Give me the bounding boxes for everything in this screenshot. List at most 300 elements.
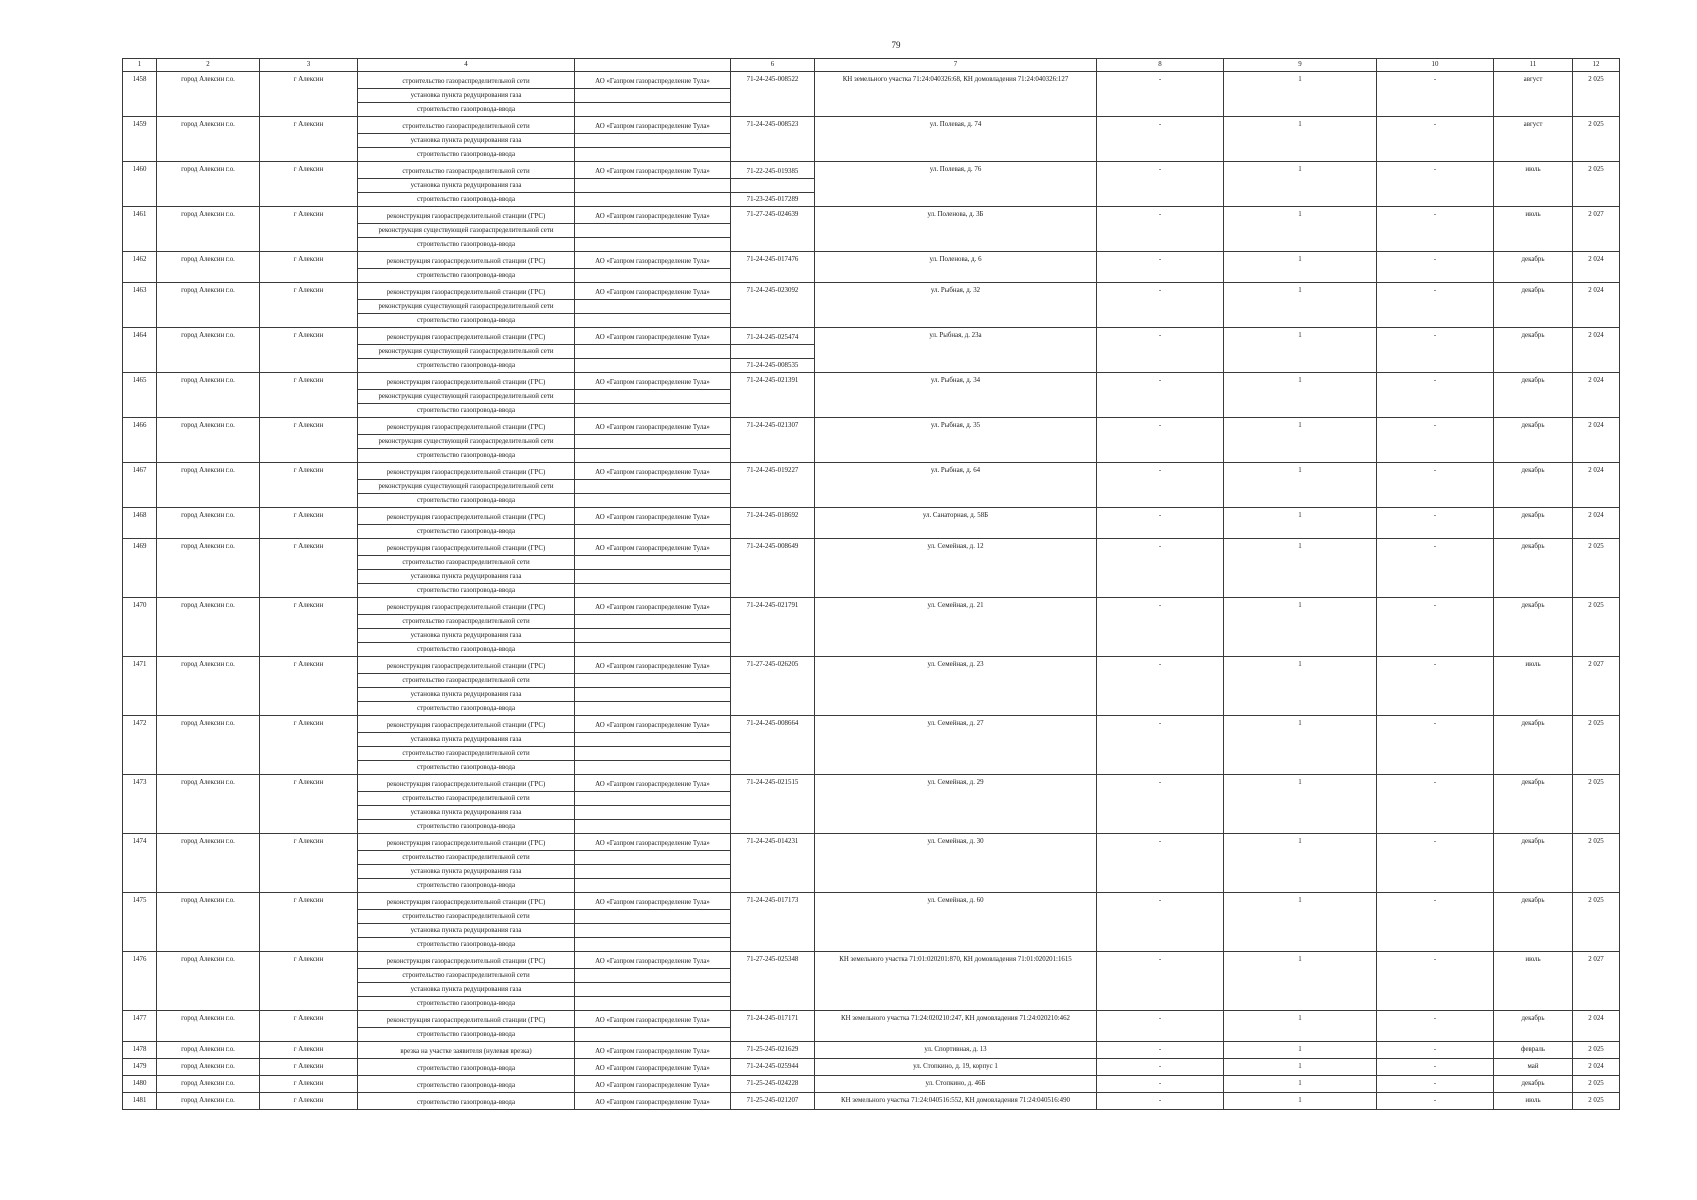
- district-cell: город Алексин г.о.: [157, 657, 260, 716]
- work-item-cell: строительство газопровода-ввода: [358, 1059, 575, 1076]
- address-cell: КН земельного участка 71:01:020201:870, КН домовладения 71:01:020201:1615: [815, 952, 1097, 1011]
- row-number: 1480: [123, 1076, 157, 1093]
- work-item-cell: строительство газопровода-ввода: [358, 1093, 575, 1110]
- district-cell: город Алексин г.о.: [157, 1059, 260, 1076]
- organization-cell-empty: [575, 702, 731, 716]
- table-row: [123, 893, 1620, 910]
- settlement-cell: г Алексин: [260, 598, 358, 657]
- organization-cell: АО «Газпром газораспределение Тула»: [575, 508, 731, 525]
- column-10-cell: -: [1377, 657, 1494, 716]
- column-8-cell: -: [1097, 657, 1224, 716]
- organization-cell-empty: [575, 733, 731, 747]
- settlement-cell: г Алексин: [260, 373, 358, 418]
- year-cell: 2 024: [1573, 373, 1620, 418]
- row-number: 1465: [123, 373, 157, 418]
- settlement-cell: г Алексин: [260, 252, 358, 283]
- settlement-cell: г Алексин: [260, 1042, 358, 1059]
- organization-cell-empty: [575, 865, 731, 879]
- table-row: [123, 463, 1620, 480]
- organization-cell: АО «Газпром газораспределение Тула»: [575, 657, 731, 674]
- settlement-cell: г Алексин: [260, 283, 358, 328]
- work-item-cell: строительство газораспределительной сети: [358, 792, 575, 806]
- organization-cell: АО «Газпром газораспределение Тула»: [575, 252, 731, 269]
- organization-cell: АО «Газпром газораспределение Тула»: [575, 952, 731, 969]
- column-9-cell: 1: [1224, 328, 1377, 373]
- column-8-cell: -: [1097, 952, 1224, 1011]
- month-cell: декабрь: [1494, 283, 1573, 328]
- address-cell: ул. Рыбная, д. 34: [815, 373, 1097, 418]
- settlement-cell: г Алексин: [260, 893, 358, 952]
- column-10-cell: -: [1377, 1093, 1494, 1110]
- work-item-cell: установка пункта редуцирования газа: [358, 733, 575, 747]
- work-item-cell: реконструкция существующей газораспределительной сети: [358, 390, 575, 404]
- address-cell: ул. Спортивная, д. 13: [815, 1042, 1097, 1059]
- work-item-cell: реконструкция газораспределительной станции (ГРС): [358, 418, 575, 435]
- year-cell: 2 024: [1573, 508, 1620, 539]
- month-cell: июль: [1494, 207, 1573, 252]
- work-item-cell: строительство газораспределительной сети: [358, 851, 575, 865]
- table-row: [123, 117, 1620, 134]
- table-row: [123, 1093, 1620, 1110]
- application-code-cell: 71-24-245-017171: [731, 1011, 815, 1042]
- work-item-cell: установка пункта редуцирования газа: [358, 89, 575, 103]
- work-item-cell: установка пункта редуцирования газа: [358, 865, 575, 879]
- district-cell: город Алексин г.о.: [157, 539, 260, 598]
- organization-cell: АО «Газпром газораспределение Тула»: [575, 1042, 731, 1059]
- organization-cell-empty: [575, 688, 731, 702]
- year-cell: 2 025: [1573, 1042, 1620, 1059]
- application-code-cell: 71-24-245-021515: [731, 775, 815, 834]
- row-number: 1460: [123, 162, 157, 207]
- table-row: [123, 539, 1620, 556]
- month-cell: декабрь: [1494, 418, 1573, 463]
- column-number-1: 1: [123, 59, 157, 72]
- work-item-cell: строительство газораспределительной сети: [358, 910, 575, 924]
- district-cell: город Алексин г.о.: [157, 328, 260, 373]
- column-8-cell: -: [1097, 283, 1224, 328]
- column-10-cell: -: [1377, 1059, 1494, 1076]
- work-item-cell: строительство газопровода-ввода: [358, 643, 575, 657]
- column-8-cell: -: [1097, 72, 1224, 117]
- gasification-register-table-wrapper: [122, 58, 1619, 1110]
- work-item-cell: реконструкция газораспределительной станции (ГРС): [358, 893, 575, 910]
- column-10-cell: -: [1377, 1076, 1494, 1093]
- organization-cell-empty: [575, 820, 731, 834]
- month-cell: декабрь: [1494, 1076, 1573, 1093]
- column-9-cell: 1: [1224, 207, 1377, 252]
- table-row: [123, 1076, 1620, 1093]
- organization-cell-empty: [575, 193, 731, 207]
- organization-cell-empty: [575, 674, 731, 688]
- application-code-cell: 71-25-245-024228: [731, 1076, 815, 1093]
- work-item-cell: строительство газопровода-ввода: [358, 938, 575, 952]
- column-number-2: 2: [157, 59, 260, 72]
- work-item-cell: реконструкция газораспределительной станции (ГРС): [358, 539, 575, 556]
- column-8-cell: -: [1097, 893, 1224, 952]
- row-number: 1481: [123, 1093, 157, 1110]
- application-code-cell: 71-24-245-021307: [731, 418, 815, 463]
- column-9-cell: 1: [1224, 1076, 1377, 1093]
- organization-cell-empty: [575, 179, 731, 193]
- organization-cell-empty: [575, 494, 731, 508]
- work-item-cell: установка пункта редуцирования газа: [358, 924, 575, 938]
- year-cell: 2 027: [1573, 207, 1620, 252]
- column-9-cell: 1: [1224, 1042, 1377, 1059]
- organization-cell: АО «Газпром газораспределение Тула»: [575, 162, 731, 179]
- work-item-cell: реконструкция газораспределительной станции (ГРС): [358, 373, 575, 390]
- address-cell: ул. Семейная, д. 30: [815, 834, 1097, 893]
- settlement-cell: г Алексин: [260, 162, 358, 207]
- work-item-cell: реконструкция существующей газораспределительной сети: [358, 480, 575, 494]
- organization-cell-empty: [575, 404, 731, 418]
- column-number-9: 9: [1224, 59, 1377, 72]
- row-number: 1458: [123, 72, 157, 117]
- address-cell: ул. Рыбная, д. 23а: [815, 328, 1097, 373]
- district-cell: город Алексин г.о.: [157, 893, 260, 952]
- month-cell: февраль: [1494, 1042, 1573, 1059]
- organization-cell: АО «Газпром газораспределение Тула»: [575, 598, 731, 615]
- organization-cell-empty: [575, 345, 731, 359]
- settlement-cell: г Алексин: [260, 117, 358, 162]
- month-cell: декабрь: [1494, 463, 1573, 508]
- application-code-cell: 71-24-245-025474: [731, 328, 815, 345]
- organization-cell-empty: [575, 134, 731, 148]
- address-cell: ул. Семейная, д. 23: [815, 657, 1097, 716]
- work-item-cell: реконструкция газораспределительной станции (ГРС): [358, 657, 575, 674]
- column-number-12: 12: [1573, 59, 1620, 72]
- address-cell: ул. Семейная, д. 12: [815, 539, 1097, 598]
- settlement-cell: г Алексин: [260, 834, 358, 893]
- column-9-cell: 1: [1224, 598, 1377, 657]
- table-row: [123, 418, 1620, 435]
- column-9-cell: 1: [1224, 775, 1377, 834]
- month-cell: декабрь: [1494, 834, 1573, 893]
- table-row: [123, 207, 1620, 224]
- work-item-cell: строительство газопровода-ввода: [358, 103, 575, 117]
- column-9-cell: 1: [1224, 893, 1377, 952]
- table-row: [123, 1059, 1620, 1076]
- district-cell: город Алексин г.о.: [157, 1093, 260, 1110]
- organization-cell-empty: [575, 525, 731, 539]
- column-9-cell: 1: [1224, 72, 1377, 117]
- organization-cell-empty: [575, 761, 731, 775]
- row-number: 1475: [123, 893, 157, 952]
- column-10-cell: -: [1377, 1042, 1494, 1059]
- work-item-cell: строительство газопровода-ввода: [358, 820, 575, 834]
- work-item-cell: реконструкция газораспределительной станции (ГРС): [358, 598, 575, 615]
- address-cell: ул. Санаторная, д. 58Б: [815, 508, 1097, 539]
- organization-cell-empty: [575, 148, 731, 162]
- application-code-cell: 71-24-245-008522: [731, 72, 815, 117]
- column-10-cell: -: [1377, 1011, 1494, 1042]
- column-8-cell: -: [1097, 373, 1224, 418]
- settlement-cell: г Алексин: [260, 207, 358, 252]
- work-item-cell: строительство газораспределительной сети: [358, 117, 575, 134]
- organization-cell-empty: [575, 89, 731, 103]
- district-cell: город Алексин г.о.: [157, 418, 260, 463]
- month-cell: декабрь: [1494, 716, 1573, 775]
- column-9-cell: 1: [1224, 716, 1377, 775]
- work-item-cell: реконструкция газораспределительной станции (ГРС): [358, 775, 575, 792]
- column-9-cell: 1: [1224, 283, 1377, 328]
- row-number: 1476: [123, 952, 157, 1011]
- settlement-cell: г Алексин: [260, 952, 358, 1011]
- year-cell: 2 027: [1573, 657, 1620, 716]
- work-item-cell: строительство газопровода-ввода: [358, 761, 575, 775]
- column-8-cell: -: [1097, 1076, 1224, 1093]
- application-code-cell: [731, 345, 815, 359]
- work-item-cell: установка пункта редуцирования газа: [358, 629, 575, 643]
- district-cell: город Алексин г.о.: [157, 463, 260, 508]
- column-10-cell: -: [1377, 539, 1494, 598]
- work-item-cell: реконструкция газораспределительной станции (ГРС): [358, 508, 575, 525]
- settlement-cell: г Алексин: [260, 418, 358, 463]
- column-9-cell: 1: [1224, 117, 1377, 162]
- application-code-cell: 71-24-245-021391: [731, 373, 815, 418]
- application-code-cell: 71-24-245-025944: [731, 1059, 815, 1076]
- month-cell: декабрь: [1494, 252, 1573, 283]
- row-number: 1466: [123, 418, 157, 463]
- address-cell: ул. Поленова, д. 6: [815, 252, 1097, 283]
- organization-cell-empty: [575, 806, 731, 820]
- column-9-cell: 1: [1224, 834, 1377, 893]
- column-9-cell: 1: [1224, 252, 1377, 283]
- column-10-cell: -: [1377, 328, 1494, 373]
- work-item-cell: реконструкция газораспределительной станции (ГРС): [358, 328, 575, 345]
- column-10-cell: -: [1377, 252, 1494, 283]
- column-9-cell: 1: [1224, 162, 1377, 207]
- page-number: 79: [891, 40, 901, 50]
- month-cell: июль: [1494, 952, 1573, 1011]
- month-cell: декабрь: [1494, 539, 1573, 598]
- district-cell: город Алексин г.о.: [157, 716, 260, 775]
- year-cell: 2 025: [1573, 1076, 1620, 1093]
- column-8-cell: -: [1097, 328, 1224, 373]
- application-code-cell: 71-24-245-017173: [731, 893, 815, 952]
- application-code-cell: 71-25-245-021629: [731, 1042, 815, 1059]
- month-cell: декабрь: [1494, 1011, 1573, 1042]
- organization-cell-empty: [575, 556, 731, 570]
- column-8-cell: -: [1097, 775, 1224, 834]
- application-code-cell: 71-24-245-018692: [731, 508, 815, 539]
- column-9-cell: 1: [1224, 373, 1377, 418]
- work-item-cell: строительство газопровода-ввода: [358, 494, 575, 508]
- application-code-cell: 71-22-245-019385: [731, 162, 815, 179]
- work-item-cell: установка пункта редуцирования газа: [358, 570, 575, 584]
- organization-cell: АО «Газпром газораспределение Тула»: [575, 418, 731, 435]
- column-10-cell: -: [1377, 418, 1494, 463]
- district-cell: город Алексин г.о.: [157, 952, 260, 1011]
- organization-cell-empty: [575, 570, 731, 584]
- column-number-8: 8: [1097, 59, 1224, 72]
- month-cell: декабрь: [1494, 893, 1573, 952]
- organization-cell-empty: [575, 924, 731, 938]
- column-number-10: 10: [1377, 59, 1494, 72]
- application-code-cell: 71-24-245-023092: [731, 283, 815, 328]
- work-item-cell: строительство газопровода-ввода: [358, 997, 575, 1011]
- column-8-cell: -: [1097, 539, 1224, 598]
- column-number-7: 7: [815, 59, 1097, 72]
- table-row: [123, 657, 1620, 674]
- organization-cell: АО «Газпром газораспределение Тула»: [575, 463, 731, 480]
- application-code-cell: 71-25-245-021207: [731, 1093, 815, 1110]
- row-number: 1463: [123, 283, 157, 328]
- settlement-cell: г Алексин: [260, 539, 358, 598]
- work-item-cell: установка пункта редуцирования газа: [358, 983, 575, 997]
- year-cell: 2 024: [1573, 283, 1620, 328]
- month-cell: декабрь: [1494, 598, 1573, 657]
- year-cell: 2 025: [1573, 834, 1620, 893]
- column-10-cell: -: [1377, 463, 1494, 508]
- work-item-cell: строительство газораспределительной сети: [358, 615, 575, 629]
- table-row: [123, 716, 1620, 733]
- year-cell: 2 025: [1573, 598, 1620, 657]
- district-cell: город Алексин г.о.: [157, 1076, 260, 1093]
- address-cell: КН земельного участка 71:24:020210:247, КН домовладения 71:24:020210:462: [815, 1011, 1097, 1042]
- row-number: 1467: [123, 463, 157, 508]
- organization-cell: АО «Газпром газораспределение Тула»: [575, 207, 731, 224]
- settlement-cell: г Алексин: [260, 1076, 358, 1093]
- year-cell: 2 025: [1573, 162, 1620, 207]
- column-8-cell: -: [1097, 117, 1224, 162]
- row-number: 1469: [123, 539, 157, 598]
- settlement-cell: г Алексин: [260, 775, 358, 834]
- organization-cell-empty: [575, 103, 731, 117]
- month-cell: декабрь: [1494, 775, 1573, 834]
- district-cell: город Алексин г.о.: [157, 834, 260, 893]
- work-item-cell: строительство газораспределительной сети: [358, 747, 575, 761]
- settlement-cell: г Алексин: [260, 328, 358, 373]
- district-cell: город Алексин г.о.: [157, 72, 260, 117]
- organization-cell-empty: [575, 969, 731, 983]
- column-10-cell: -: [1377, 373, 1494, 418]
- column-9-cell: 1: [1224, 1093, 1377, 1110]
- column-8-cell: -: [1097, 252, 1224, 283]
- work-item-cell: строительство газопровода-ввода: [358, 879, 575, 893]
- work-item-cell: строительство газопровода-ввода: [358, 359, 575, 373]
- district-cell: город Алексин г.о.: [157, 775, 260, 834]
- organization-cell-empty: [575, 938, 731, 952]
- organization-cell: АО «Газпром газораспределение Тула»: [575, 893, 731, 910]
- table-row: [123, 72, 1620, 89]
- organization-cell-empty: [575, 997, 731, 1011]
- work-item-cell: реконструкция существующей газораспределительной сети: [358, 300, 575, 314]
- table-body: [123, 72, 1620, 1110]
- column-9-cell: 1: [1224, 1011, 1377, 1042]
- row-number: 1461: [123, 207, 157, 252]
- application-code-cell: 71-24-245-008664: [731, 716, 815, 775]
- work-item-cell: строительство газопровода-ввода: [358, 702, 575, 716]
- work-item-cell: строительство газораспределительной сети: [358, 556, 575, 570]
- column-10-cell: -: [1377, 508, 1494, 539]
- work-item-cell: строительство газопровода-ввода: [358, 449, 575, 463]
- work-item-cell: строительство газопровода-ввода: [358, 404, 575, 418]
- work-item-cell: реконструкция существующей газораспределительной сети: [358, 345, 575, 359]
- organization-cell: АО «Газпром газораспределение Тула»: [575, 1076, 731, 1093]
- work-item-cell: реконструкция газораспределительной станции (ГРС): [358, 716, 575, 733]
- application-code-cell: 71-24-245-014231: [731, 834, 815, 893]
- work-item-cell: реконструкция существующей газораспределительной сети: [358, 224, 575, 238]
- organization-cell: АО «Газпром газораспределение Тула»: [575, 1059, 731, 1076]
- work-item-cell: строительство газораспределительной сети: [358, 674, 575, 688]
- organization-cell-empty: [575, 792, 731, 806]
- year-cell: 2 024: [1573, 328, 1620, 373]
- application-code-cell: 71-24-245-017476: [731, 252, 815, 283]
- work-item-cell: строительство газопровода-ввода: [358, 148, 575, 162]
- column-number-4: 4: [358, 59, 575, 72]
- address-cell: КН земельного участка 71:24:040516:552, КН домовладения 71:24:040516:490: [815, 1093, 1097, 1110]
- settlement-cell: г Алексин: [260, 657, 358, 716]
- organization-cell-empty: [575, 314, 731, 328]
- address-cell: ул. Стопкино, д. 46Б: [815, 1076, 1097, 1093]
- column-8-cell: -: [1097, 1011, 1224, 1042]
- column-8-cell: -: [1097, 716, 1224, 775]
- column-10-cell: -: [1377, 207, 1494, 252]
- column-9-cell: 1: [1224, 418, 1377, 463]
- column-9-cell: 1: [1224, 508, 1377, 539]
- column-10-cell: -: [1377, 598, 1494, 657]
- column-10-cell: -: [1377, 283, 1494, 328]
- organization-cell-empty: [575, 643, 731, 657]
- district-cell: город Алексин г.о.: [157, 283, 260, 328]
- column-8-cell: -: [1097, 1093, 1224, 1110]
- column-8-cell: -: [1097, 508, 1224, 539]
- district-cell: город Алексин г.о.: [157, 1011, 260, 1042]
- organization-cell-empty: [575, 300, 731, 314]
- row-number: 1473: [123, 775, 157, 834]
- settlement-cell: г Алексин: [260, 716, 358, 775]
- organization-cell-empty: [575, 269, 731, 283]
- row-number: 1470: [123, 598, 157, 657]
- month-cell: июль: [1494, 1093, 1573, 1110]
- address-cell: ул. Семейная, д. 27: [815, 716, 1097, 775]
- work-item-cell: строительство газопровода-ввода: [358, 193, 575, 207]
- work-item-cell: реконструкция существующей газораспределительной сети: [358, 435, 575, 449]
- column-10-cell: -: [1377, 834, 1494, 893]
- organization-cell-empty: [575, 449, 731, 463]
- gasification-register-table: [122, 58, 1620, 1110]
- organization-cell: АО «Газпром газораспределение Тула»: [575, 775, 731, 792]
- address-cell: ул. Семейная, д. 21: [815, 598, 1097, 657]
- year-cell: 2 024: [1573, 1011, 1620, 1042]
- organization-cell: АО «Газпром газораспределение Тула»: [575, 539, 731, 556]
- organization-cell-empty: [575, 983, 731, 997]
- column-10-cell: -: [1377, 716, 1494, 775]
- organization-cell-empty: [575, 747, 731, 761]
- district-cell: город Алексин г.о.: [157, 1042, 260, 1059]
- organization-cell: АО «Газпром газораспределение Тула»: [575, 373, 731, 390]
- address-cell: ул. Семейная, д. 29: [815, 775, 1097, 834]
- organization-cell: АО «Газпром газораспределение Тула»: [575, 72, 731, 89]
- work-item-cell: строительство газораспределительной сети: [358, 162, 575, 179]
- organization-cell: АО «Газпром газораспределение Тула»: [575, 117, 731, 134]
- column-10-cell: -: [1377, 775, 1494, 834]
- organization-cell-empty: [575, 390, 731, 404]
- organization-cell-empty: [575, 224, 731, 238]
- column-9-cell: 1: [1224, 463, 1377, 508]
- application-code-cell: 71-24-245-008649: [731, 539, 815, 598]
- settlement-cell: г Алексин: [260, 72, 358, 117]
- work-item-cell: строительство газопровода-ввода: [358, 525, 575, 539]
- organization-cell-empty: [575, 615, 731, 629]
- year-cell: 2 027: [1573, 952, 1620, 1011]
- table-row: [123, 373, 1620, 390]
- address-cell: ул. Семейная, д. 60: [815, 893, 1097, 952]
- column-8-cell: -: [1097, 598, 1224, 657]
- work-item-cell: строительство газопровода-ввода: [358, 584, 575, 598]
- column-10-cell: -: [1377, 893, 1494, 952]
- work-item-cell: установка пункта редуцирования газа: [358, 688, 575, 702]
